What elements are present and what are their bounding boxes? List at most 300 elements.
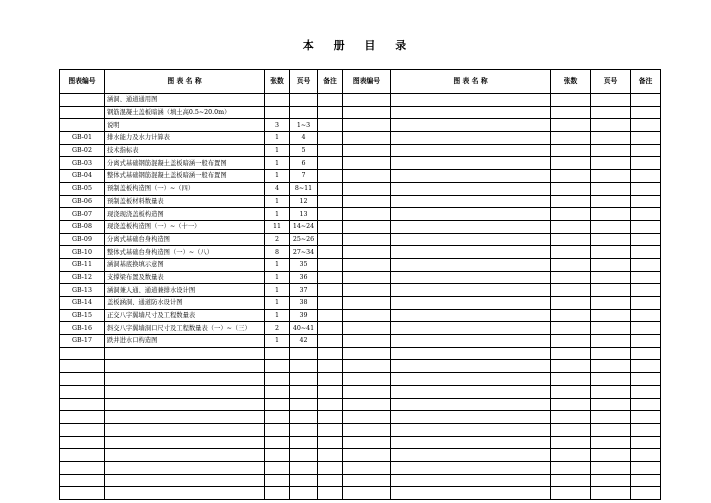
empty-cell [551,385,591,398]
empty-cell [318,170,343,183]
cell-page: 39 [290,309,318,322]
empty-cell [391,119,551,132]
empty-cell [343,157,391,170]
empty-cell [391,398,551,411]
empty-cell [591,474,631,487]
empty-cell [343,106,391,119]
empty-cell [391,449,551,462]
cell-code: GB-07 [60,208,105,221]
empty-cell [343,360,391,373]
empty-cell [343,271,391,284]
cell-code: GB-02 [60,144,105,157]
empty-cell [631,246,661,259]
empty-cell [631,182,661,195]
empty-cell [631,170,661,183]
empty-cell [343,195,391,208]
cell-code: GB-05 [60,182,105,195]
empty-cell [391,487,551,500]
cell-sheets: 1 [265,132,290,145]
empty-cell [551,157,591,170]
header-remark: 备注 [318,70,343,94]
cell-name: 涵洞、通道通用图 [105,94,265,107]
header-name-right: 图 表 名 称 [391,70,551,94]
cell-code: GB-08 [60,220,105,233]
empty-cell [105,360,265,373]
cell-code: GB-06 [60,195,105,208]
cell-code [60,94,105,107]
header-sheets: 张数 [265,70,290,94]
empty-cell [391,170,551,183]
cell-name: 盖板涵洞、通道防水设计图 [105,297,265,310]
empty-cell [631,284,661,297]
empty-cell [318,258,343,271]
table-row [60,449,661,462]
empty-cell [60,347,105,360]
empty-cell [391,182,551,195]
cell-page: 5 [290,144,318,157]
empty-cell [105,449,265,462]
table-row [60,461,661,474]
table-row [60,411,661,424]
empty-cell [343,119,391,132]
empty-cell [105,385,265,398]
empty-cell [551,436,591,449]
empty-cell [318,144,343,157]
empty-cell [318,106,343,119]
empty-cell [343,373,391,386]
cell-code: GB-03 [60,157,105,170]
empty-cell [318,322,343,335]
empty-cell [551,246,591,259]
empty-cell [391,347,551,360]
cell-page: 14~24 [290,220,318,233]
cell-name: 正交八字翼墙尺寸及工程数量表 [105,309,265,322]
empty-cell [551,322,591,335]
empty-cell [343,487,391,500]
empty-cell [318,119,343,132]
empty-cell [551,423,591,436]
empty-cell [60,423,105,436]
empty-cell [60,398,105,411]
table-row [60,373,661,386]
table-row [60,335,661,348]
cell-code: GB-04 [60,170,105,183]
cell-name: 整体式基础台身构造图（一）~（八） [105,246,265,259]
empty-cell [551,284,591,297]
empty-cell [265,347,290,360]
header-row [60,70,661,94]
empty-cell [591,157,631,170]
cell-code: GB-12 [60,271,105,284]
cell-code: GB-01 [60,132,105,145]
cell-sheets: 1 [265,195,290,208]
cell-sheets: 1 [265,208,290,221]
empty-cell [591,360,631,373]
empty-cell [551,360,591,373]
empty-cell [551,398,591,411]
empty-cell [105,411,265,424]
empty-cell [391,258,551,271]
empty-cell [318,157,343,170]
empty-cell [343,297,391,310]
cell-code: GB-14 [60,297,105,310]
table-row [60,144,661,157]
empty-cell [631,271,661,284]
empty-cell [290,474,318,487]
cell-name: 排水能力及水力计算表 [105,132,265,145]
cell-name: 斜交八字翼墙洞口尺寸及工程数量表（一）~（三） [105,322,265,335]
cell-sheets: 3 [265,119,290,132]
cell-name: 钢筋混凝土盖板暗涵（填土高0.5~20.0m） [105,106,265,119]
table-row [60,297,661,310]
empty-cell [391,271,551,284]
table-row [60,309,661,322]
table-row [60,119,661,132]
table-row [60,436,661,449]
table-row [60,284,661,297]
empty-cell [551,144,591,157]
cell-sheets: 1 [265,258,290,271]
empty-cell [343,309,391,322]
empty-cell [391,423,551,436]
table-row [60,322,661,335]
empty-cell [591,144,631,157]
cell-page [290,94,318,107]
cell-code: GB-11 [60,258,105,271]
empty-cell [318,474,343,487]
empty-cell [631,297,661,310]
cell-code: GB-13 [60,284,105,297]
empty-cell [290,461,318,474]
empty-cell [551,182,591,195]
table-row [60,258,661,271]
empty-cell [631,233,661,246]
empty-cell [391,385,551,398]
empty-cell [631,474,661,487]
empty-cell [551,195,591,208]
table-row [60,182,661,195]
cell-page: 36 [290,271,318,284]
cell-name: 预制盖板材料数量表 [105,195,265,208]
cell-name: 现浇盖板构造图（一）~（十一） [105,220,265,233]
table-row [60,360,661,373]
empty-cell [631,385,661,398]
header-remark-right: 备注 [631,70,661,94]
empty-cell [631,449,661,462]
empty-cell [631,94,661,107]
empty-cell [591,487,631,500]
empty-cell [631,106,661,119]
empty-cell [591,94,631,107]
empty-cell [318,309,343,322]
empty-cell [318,373,343,386]
empty-cell [631,157,661,170]
empty-cell [290,360,318,373]
empty-cell [391,284,551,297]
cell-code [60,106,105,119]
empty-cell [591,461,631,474]
empty-cell [591,258,631,271]
empty-cell [265,461,290,474]
empty-cell [60,411,105,424]
empty-cell [318,398,343,411]
empty-cell [631,347,661,360]
empty-cell [551,373,591,386]
header-code: 图表编号 [60,70,105,94]
header-name: 图 表 名 称 [105,70,265,94]
table-row [60,94,661,107]
cell-name: 说明 [105,119,265,132]
cell-name: 分离式基础钢筋混凝土盖板暗涵一般布置图 [105,157,265,170]
cell-name: 分离式基础台身构造图 [105,233,265,246]
empty-cell [631,335,661,348]
empty-cell [105,373,265,386]
cell-sheets: 1 [265,309,290,322]
empty-cell [318,411,343,424]
cell-code [60,119,105,132]
empty-cell [631,461,661,474]
empty-cell [343,246,391,259]
cell-page: 6 [290,157,318,170]
empty-cell [391,360,551,373]
empty-cell [343,284,391,297]
empty-cell [265,411,290,424]
empty-cell [391,436,551,449]
header-code-right: 图表编号 [343,70,391,94]
empty-cell [105,398,265,411]
empty-cell [631,132,661,145]
empty-cell [265,398,290,411]
empty-cell [318,436,343,449]
empty-cell [631,195,661,208]
cell-sheets: 1 [265,284,290,297]
cell-sheets: 1 [265,271,290,284]
empty-cell [60,474,105,487]
empty-cell [631,119,661,132]
empty-cell [318,335,343,348]
table-row [60,385,661,398]
empty-cell [343,398,391,411]
table-row [60,246,661,259]
table-row [60,271,661,284]
empty-cell [391,309,551,322]
empty-cell [343,182,391,195]
empty-cell [591,411,631,424]
empty-cell [318,208,343,221]
empty-cell [591,182,631,195]
cell-sheets: 1 [265,144,290,157]
empty-cell [318,94,343,107]
empty-cell [551,487,591,500]
table-row [60,195,661,208]
empty-cell [290,373,318,386]
empty-cell [343,258,391,271]
empty-cell [591,246,631,259]
empty-cell [591,436,631,449]
empty-cell [631,258,661,271]
empty-cell [105,436,265,449]
empty-cell [391,322,551,335]
empty-cell [290,411,318,424]
empty-cell [551,119,591,132]
table-row [60,347,661,360]
empty-cell [290,423,318,436]
empty-cell [591,322,631,335]
header-page: 页号 [290,70,318,94]
empty-cell [591,398,631,411]
empty-cell [591,309,631,322]
empty-cell [551,233,591,246]
cell-page: 42 [290,335,318,348]
empty-cell [60,360,105,373]
table-row [60,106,661,119]
empty-cell [391,144,551,157]
cell-sheets: 2 [265,233,290,246]
cell-code: GB-09 [60,233,105,246]
empty-cell [343,144,391,157]
cell-page: 1~3 [290,119,318,132]
empty-cell [591,297,631,310]
empty-cell [551,297,591,310]
empty-cell [343,385,391,398]
cell-sheets: 4 [265,182,290,195]
cell-code: GB-15 [60,309,105,322]
empty-cell [591,106,631,119]
empty-cell [60,487,105,500]
table-row [60,487,661,500]
empty-cell [391,208,551,221]
cell-page [290,106,318,119]
empty-cell [343,461,391,474]
empty-cell [631,411,661,424]
empty-cell [318,284,343,297]
cell-page: 27~34 [290,246,318,259]
empty-cell [343,347,391,360]
empty-cell [591,233,631,246]
table-row [60,170,661,183]
empty-cell [391,220,551,233]
empty-cell [591,335,631,348]
empty-cell [105,487,265,500]
empty-cell [343,208,391,221]
empty-cell [591,195,631,208]
header-page-right: 页号 [591,70,631,94]
empty-cell [318,195,343,208]
empty-cell [591,423,631,436]
empty-cell [105,423,265,436]
empty-cell [631,220,661,233]
cell-page: 25~26 [290,233,318,246]
empty-cell [60,461,105,474]
cell-sheets: 1 [265,335,290,348]
empty-cell [105,461,265,474]
cell-page: 12 [290,195,318,208]
empty-cell [290,385,318,398]
empty-cell [391,297,551,310]
empty-cell [551,271,591,284]
empty-cell [318,360,343,373]
table-row [60,233,661,246]
empty-cell [551,309,591,322]
empty-cell [551,170,591,183]
empty-cell [343,423,391,436]
empty-cell [591,271,631,284]
cell-code: GB-16 [60,322,105,335]
empty-cell [60,436,105,449]
empty-cell [343,449,391,462]
cell-sheets: 11 [265,220,290,233]
empty-cell [343,94,391,107]
empty-cell [318,297,343,310]
empty-cell [391,335,551,348]
empty-cell [290,436,318,449]
cell-page: 4 [290,132,318,145]
table-row [60,208,661,221]
empty-cell [318,233,343,246]
empty-cell [265,385,290,398]
empty-cell [551,94,591,107]
empty-cell [265,373,290,386]
cell-sheets: 1 [265,157,290,170]
empty-cell [265,423,290,436]
empty-cell [591,373,631,386]
cell-code: GB-17 [60,335,105,348]
empty-cell [631,436,661,449]
empty-cell [318,246,343,259]
empty-cell [631,208,661,221]
empty-cell [631,309,661,322]
empty-cell [290,449,318,462]
empty-cell [318,347,343,360]
empty-cell [391,106,551,119]
empty-cell [551,106,591,119]
empty-cell [318,271,343,284]
empty-cell [591,132,631,145]
catalog-body [60,94,661,500]
cell-name: 现浇现浇盖板构造图 [105,208,265,221]
table-row [60,157,661,170]
empty-cell [391,474,551,487]
empty-cell [265,449,290,462]
empty-cell [318,385,343,398]
empty-cell [343,170,391,183]
cell-name: 技术指标表 [105,144,265,157]
empty-cell [391,157,551,170]
empty-cell [318,461,343,474]
empty-cell [551,220,591,233]
empty-cell [343,220,391,233]
empty-cell [391,132,551,145]
empty-cell [591,208,631,221]
empty-cell [265,360,290,373]
table-row [60,398,661,411]
empty-cell [631,373,661,386]
table-row [60,423,661,436]
empty-cell [343,474,391,487]
empty-cell [318,220,343,233]
empty-cell [290,398,318,411]
empty-cell [551,474,591,487]
empty-cell [591,220,631,233]
empty-cell [591,347,631,360]
empty-cell [343,322,391,335]
empty-cell [290,487,318,500]
empty-cell [391,233,551,246]
table-row [60,474,661,487]
empty-cell [391,411,551,424]
empty-cell [105,474,265,487]
empty-cell [551,208,591,221]
